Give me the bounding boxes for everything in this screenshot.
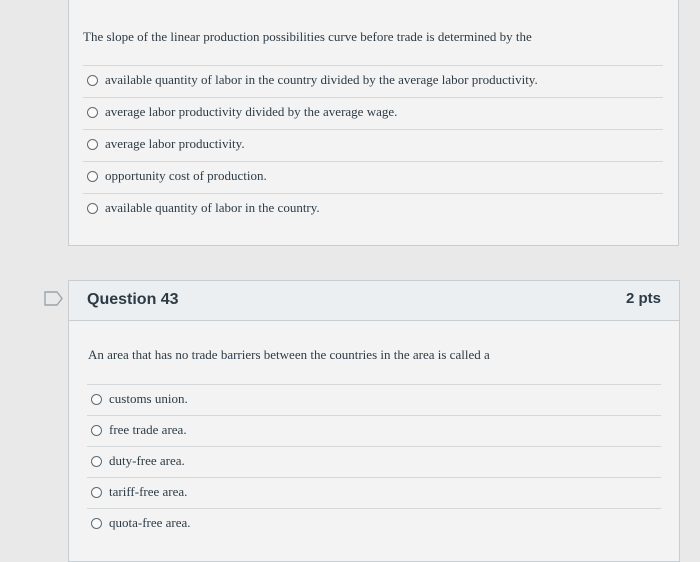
radio-button[interactable] [87,75,98,86]
answer-option[interactable] [87,508,661,539]
radio-button[interactable] [91,425,102,436]
question-title: Question 43 [87,291,179,308]
answer-option[interactable] [83,193,663,224]
radio-button[interactable] [91,456,102,467]
answer-label: average labor productivity. [105,136,245,151]
answer-label: available quantity of labor in the country. [105,200,320,215]
radio-button[interactable] [91,487,102,498]
question-header [69,281,679,321]
question-43-prompt: An area that has no trade barriers between the countries in the area is called a [88,347,490,362]
answer-label: free trade area. [109,422,187,437]
answer-label: opportunity cost of production. [105,168,267,183]
flag-question-icon[interactable] [44,291,64,306]
answer-option[interactable] [87,415,661,446]
answer-option[interactable] [83,161,663,192]
answer-option[interactable] [87,384,661,415]
answer-label: quota-free area. [109,515,191,530]
radio-button[interactable] [91,394,102,405]
answer-option[interactable] [83,97,663,128]
radio-button[interactable] [91,518,102,529]
question-42-card [68,0,679,246]
radio-button[interactable] [87,139,98,150]
answer-label: duty-free area. [109,453,185,468]
answer-option[interactable] [87,446,661,477]
question-points: 2 pts [625,290,661,307]
answer-option[interactable] [87,477,661,508]
radio-button[interactable] [87,107,98,118]
answer-option[interactable] [83,65,663,96]
question-43-card [68,280,680,562]
answer-label: tariff-free area. [109,484,188,499]
radio-button[interactable] [87,171,98,182]
answer-label: customs union. [109,391,188,406]
answer-option[interactable] [83,129,663,160]
answer-label: available quantity of labor in the country divided by the average labor productivity. [105,72,538,87]
question-42-prompt: The slope of the linear production possibilities curve before trade is determined by the [83,29,532,44]
answer-label: average labor productivity divided by the average wage. [105,104,398,119]
radio-button[interactable] [87,203,98,214]
